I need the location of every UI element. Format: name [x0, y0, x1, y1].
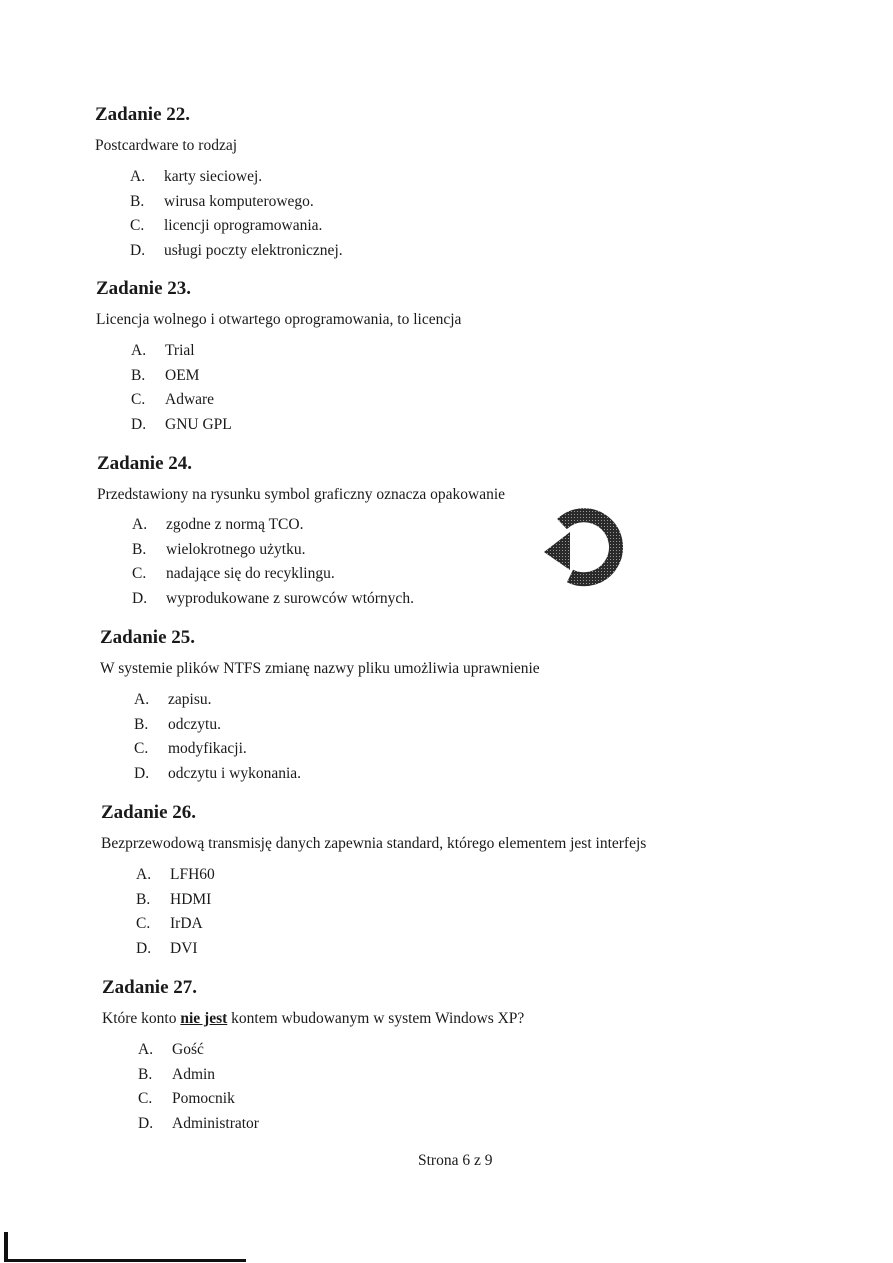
task-question: Postcardware to rodzaj — [95, 137, 238, 154]
answer-list — [138, 1040, 259, 1138]
task-question: W systemie plików NTFS zmianę nazwy pliku umożliwia uprawnienie — [100, 660, 540, 677]
answer-a: A. Gość — [138, 1041, 204, 1058]
answer-a: A. zgodne z normą TCO. — [132, 516, 304, 533]
task-title: Zadanie 26. — [101, 802, 197, 823]
answer-d: D. wyprodukowane z surowców wtórnych. — [132, 589, 414, 607]
task-23 — [96, 278, 461, 330]
answer-list — [134, 690, 301, 788]
answer-b: B. OEM — [131, 366, 200, 384]
answer-c: C. Adware — [131, 391, 215, 409]
scan-corner-line — [4, 1259, 246, 1262]
answer-d: D. Administrator — [138, 1114, 259, 1132]
task-title: Zadanie 24. — [97, 453, 193, 474]
answer-b: B. odczytu. — [134, 715, 221, 733]
answer-a: A. Trial — [131, 342, 195, 359]
answer-c: C. IrDA — [136, 915, 203, 933]
task-title: Zadanie 23. — [96, 278, 192, 299]
answer-a: A. karty sieciowej. — [130, 168, 263, 185]
task-title: Zadanie 22. — [95, 104, 191, 125]
task-26 — [101, 802, 646, 854]
answer-b: B. Admin — [138, 1065, 216, 1083]
task-question: Licencja wolnego i otwartego oprogramowania, to licencja — [96, 311, 462, 328]
task-question: Przedstawiony na rysunku symbol graficzny oznacza opakowanie — [97, 486, 506, 503]
answer-d: D. odczytu i wykonania. — [134, 764, 302, 782]
answer-b: B. HDMI — [136, 890, 212, 908]
answer-c: C. nadające się do recyklingu. — [132, 565, 335, 583]
answer-b: B. wielokrotnego użytku. — [132, 540, 306, 558]
answer-c: C. licencji oprogramowania. — [130, 217, 323, 235]
task-25 — [100, 627, 540, 679]
answer-a: A. LFH60 — [136, 866, 215, 883]
scan-corner-mark — [4, 1232, 8, 1262]
answer-c: C. modyfikacji. — [134, 740, 247, 758]
answer-list — [132, 515, 414, 613]
answer-d: D. usługi poczty elektronicznej. — [130, 241, 343, 259]
answer-list — [131, 341, 232, 439]
task-question: Które konto nie jest kontem wbudowanym w system Windows XP? — [102, 1010, 525, 1027]
circular-arrow-icon — [540, 504, 635, 592]
task-title: Zadanie 25. — [100, 627, 196, 648]
emphasis-not: nie jest — [180, 1010, 228, 1027]
answer-a: A. zapisu. — [134, 691, 212, 708]
task-27 — [102, 977, 524, 1029]
answer-b: B. wirusa komputerowego. — [130, 192, 314, 210]
answer-list — [136, 865, 215, 963]
answer-c: C. Pomocnik — [138, 1090, 235, 1108]
task-24 — [97, 453, 505, 505]
task-title: Zadanie 27. — [102, 977, 198, 998]
answer-list — [130, 167, 343, 265]
task-question: Bezprzewodową transmisję danych zapewnia standard, którego elementem jest interfejs — [101, 835, 647, 852]
answer-d: D. DVI — [136, 939, 198, 957]
page-number: Strona 6 z 9 — [418, 1152, 493, 1169]
answer-d: D. GNU GPL — [131, 415, 232, 433]
task-22 — [95, 104, 237, 156]
